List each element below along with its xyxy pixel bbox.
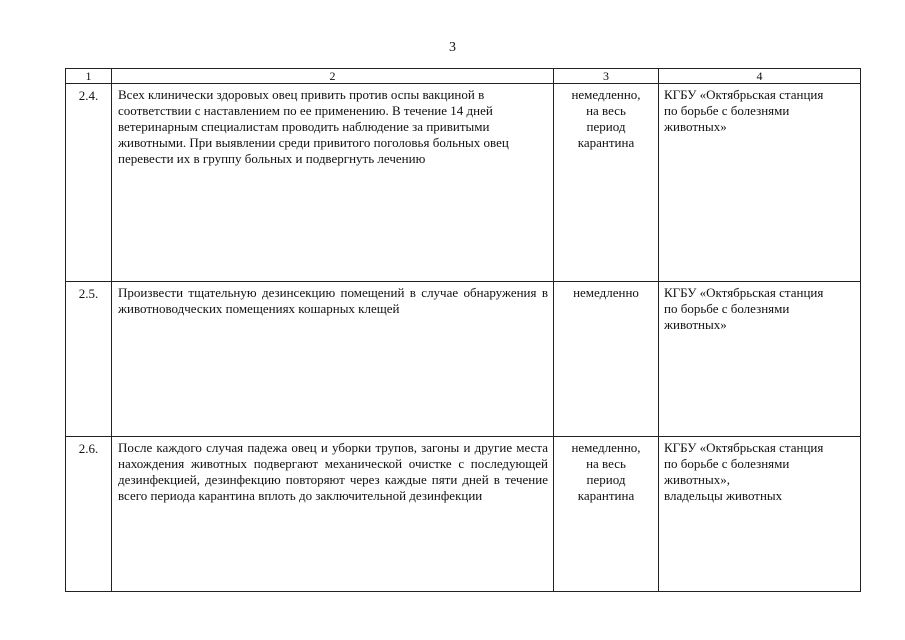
responsible-line: КГБУ «Октябрьская станция bbox=[664, 285, 824, 300]
deadline-line: немедленно, bbox=[571, 87, 641, 102]
responsible-line: КГБУ «Октябрьская станция bbox=[664, 440, 824, 455]
responsible-cell bbox=[659, 282, 861, 437]
table-row bbox=[66, 437, 861, 592]
responsible-line: животных» bbox=[664, 317, 727, 332]
responsible-line: животных», bbox=[664, 472, 730, 487]
measure-description: Произвести тщательную дезинсекцию помещений в случае обнаружения в животноводческих помещениях кошарных клещей bbox=[112, 282, 554, 437]
deadline-line: немедленно, bbox=[571, 440, 641, 455]
responsible-cell bbox=[659, 84, 861, 282]
table-header-row bbox=[66, 69, 861, 84]
deadline-line: карантина bbox=[577, 135, 635, 150]
item-number: 2.6. bbox=[66, 437, 112, 592]
item-number: 2.5. bbox=[66, 282, 112, 437]
responsible-line: КГБУ «Октябрьская станция bbox=[664, 87, 824, 102]
measure-description: После каждого случая падежа овец и уборки трупов, загоны и другие места нахождения животных подвергают механической очистке с последующей дезинфекцией, дезинфекцию повторяют через каждые пяти дней в течение всего периода карантина вплоть до заключительной дезинфекции bbox=[112, 437, 554, 592]
table-row bbox=[66, 282, 861, 437]
table-row bbox=[66, 84, 861, 282]
responsible-line: животных» bbox=[664, 119, 727, 134]
responsible-line: по борьбе с болезнями bbox=[664, 456, 790, 471]
column-header-1: 1 bbox=[66, 69, 112, 84]
responsible-line: владельцы животных bbox=[664, 488, 783, 503]
responsible-cell bbox=[659, 437, 861, 592]
deadline-line: карантина bbox=[577, 488, 635, 503]
deadline-cell bbox=[554, 437, 659, 592]
responsible-line: по борьбе с болезнями bbox=[664, 103, 790, 118]
deadline-line: на весь bbox=[586, 456, 626, 471]
deadline-line: период bbox=[586, 472, 626, 487]
column-header-2: 2 bbox=[112, 69, 554, 84]
measures-table bbox=[65, 68, 861, 592]
deadline-line: немедленно bbox=[573, 285, 639, 300]
responsible-line: по борьбе с болезнями bbox=[664, 301, 790, 316]
measure-description: Всех клинически здоровых овец привить против оспы вакциной в соответствии с наставлением по ее применению. В течение 14 дней ветеринарным специалистам проводить наблюдение за привитыми животными. При выявлении среди привитого поголовья больных овец перевести их в группу больных и подвергнуть лечению bbox=[112, 84, 554, 282]
deadline-line: период bbox=[586, 119, 626, 134]
column-header-4: 4 bbox=[659, 69, 861, 84]
item-number: 2.4. bbox=[66, 84, 112, 282]
deadline-cell bbox=[554, 282, 659, 437]
page-number: 3 bbox=[449, 40, 456, 55]
deadline-line: на весь bbox=[586, 103, 626, 118]
column-header-3: 3 bbox=[554, 69, 659, 84]
deadline-cell bbox=[554, 84, 659, 282]
